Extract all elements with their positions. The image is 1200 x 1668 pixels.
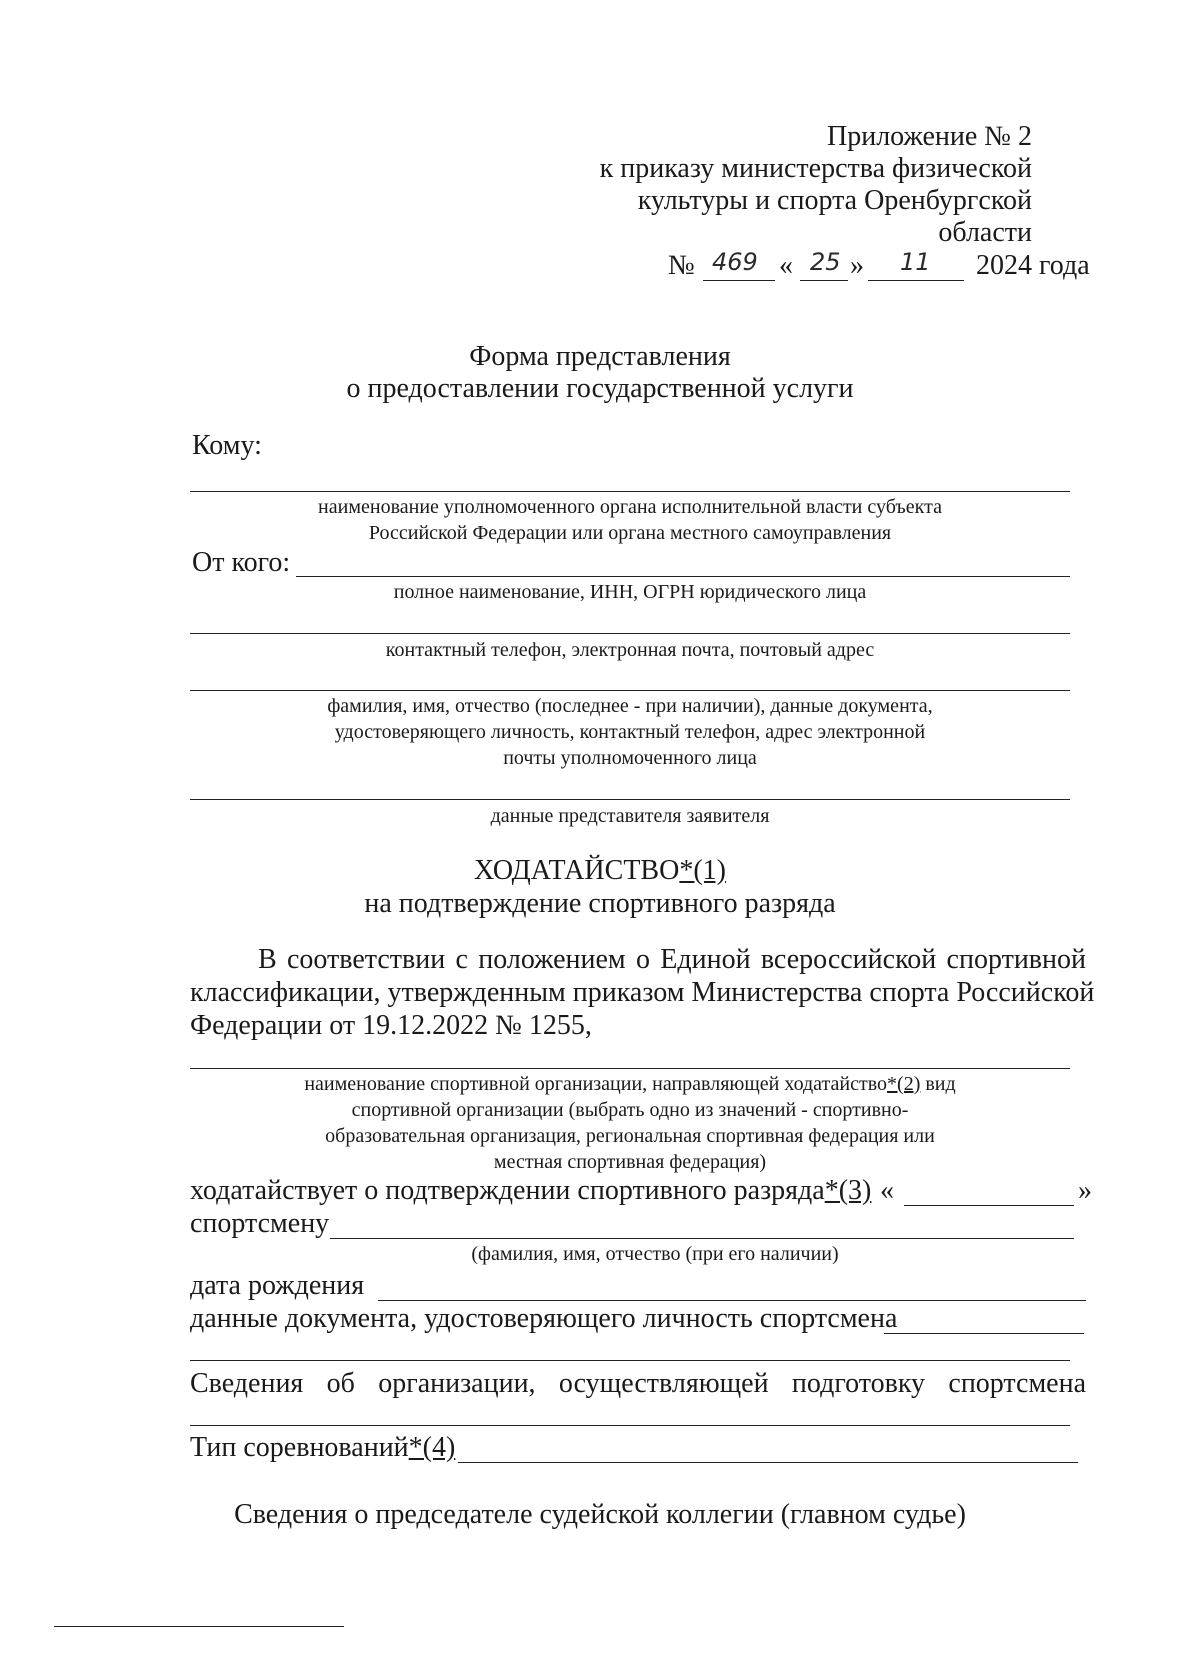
to-label: Кому:: [192, 430, 262, 461]
sport-org-caption-text: наименование спортивной организации, направляющей ходатайство: [304, 1073, 888, 1095]
athlete-caption: (фамилия, имя, отчество (при его наличии): [471, 1243, 839, 1265]
appendix-region-line: области: [938, 217, 1032, 248]
from-field-line: [296, 576, 1070, 577]
date-month-handwritten: 11: [900, 248, 931, 276]
body-para-line1: В соответствии с положением о Единой всероссийской спортивной: [258, 944, 1086, 975]
from-caption-contacts: контактный телефон, электронная почта, почтовый адрес: [385, 639, 875, 661]
date-day-underline: [800, 280, 848, 281]
contact-field-line: [190, 633, 1070, 634]
footnote-ref-1: *(1): [679, 855, 726, 886]
to-caption-line1: наименование уполномоченного органа исполнительной власти субъекта: [318, 496, 942, 518]
appendix-order-line: к приказу министерства физической: [599, 153, 1032, 184]
date-month-underline: [868, 280, 964, 281]
date-day-handwritten: 25: [810, 248, 841, 276]
birth-date-label: дата рождения: [190, 1270, 365, 1301]
to-field-line: [190, 491, 1070, 492]
body-para-line3: Федерации от 19.12.2022 № 1255,: [190, 1010, 592, 1041]
order-number-sign: №: [668, 250, 695, 281]
date-quote-close: »: [850, 250, 864, 281]
form-title-line1: Форма представления: [469, 341, 731, 372]
date-quote-open: «: [779, 250, 793, 281]
sport-org-caption-line4: местная спортивная федерация): [493, 1151, 767, 1173]
sport-org-caption-line1: [190, 1073, 1070, 1096]
id-doc-label: данные документа, удостоверяющего личность спортсмена: [190, 1303, 898, 1334]
athlete-field-line: [330, 1238, 1074, 1239]
trainer-org-label: Сведения об организации, осуществляющей подготовку спортсмена: [190, 1368, 1086, 1399]
to-caption-line2: Российской Федерации или органа местного самоуправления: [368, 522, 892, 544]
competition-type-field-line: [458, 1462, 1078, 1463]
footnote-separator: [54, 1626, 344, 1627]
id-doc-field-line: [884, 1333, 1084, 1334]
appendix-ministry-line: культуры и спорта Оренбургской: [637, 185, 1032, 216]
from-caption-authorized-line1: фамилия, имя, отчество (последнее - при наличии), данные документа,: [327, 695, 933, 717]
competition-type-label: Тип соревнований: [190, 1432, 409, 1463]
date-year: 2024 года: [976, 250, 1090, 281]
rank-quote-close: »: [1078, 1175, 1092, 1206]
petitions-text-line: [190, 1175, 871, 1207]
petitions-text: ходатайствует о подтверждении спортивного разряда: [190, 1175, 825, 1206]
from-caption-authorized-line2: удостоверяющего личность, контактный телефон, адрес электронной: [334, 721, 926, 743]
order-number-handwritten: 469: [712, 248, 758, 276]
footnote-ref-3: *(3): [824, 1175, 872, 1206]
birth-date-field-line: [378, 1300, 1086, 1301]
athlete-label: спортсмену: [190, 1208, 330, 1239]
petition-title-text: ХОДАТАЙСТВО: [474, 855, 680, 886]
body-para-line2: классификации, утвержденным приказом Министерства спорта Российской: [190, 977, 1095, 1008]
petition-title: [0, 855, 1200, 887]
authorized-person-field-line: [190, 690, 1070, 691]
rank-field-line: [904, 1205, 1074, 1206]
sport-org-caption-kind: вид: [920, 1073, 956, 1095]
appendix-number: Приложение № 2: [827, 121, 1032, 152]
judge-info-heading: Сведения о председателе судейской коллегии (главном судье): [234, 1499, 966, 1530]
footnote-ref-4: *(4): [408, 1432, 456, 1463]
from-caption-authorized-line3: почты уполномоченного лица: [503, 747, 757, 769]
from-label: От кого:: [192, 547, 291, 578]
sport-org-caption-line2: спортивной организации (выбрать одно из значений - спортивно-: [351, 1099, 909, 1121]
representative-field-line: [190, 799, 1070, 800]
id-doc-extra-line: [190, 1360, 1070, 1361]
trainer-org-field-line: [190, 1425, 1070, 1426]
sport-org-field-line: [190, 1068, 1070, 1069]
footnote-ref-2: *(2): [887, 1073, 921, 1095]
order-number-underline: [703, 280, 775, 281]
from-caption-legal-entity: полное наименование, ИНН, ОГРН юридического лица: [393, 581, 867, 603]
from-caption-representative: данные представителя заявителя: [490, 805, 770, 827]
sport-org-caption-line3: образовательная организация, региональная спортивная федерация или: [325, 1125, 935, 1147]
competition-type-line: [190, 1432, 455, 1464]
rank-quote-open: «: [880, 1175, 894, 1206]
form-title-line2: о предоставлении государственной услуги: [346, 373, 854, 404]
petition-subtitle: на подтверждение спортивного разряда: [364, 888, 836, 919]
